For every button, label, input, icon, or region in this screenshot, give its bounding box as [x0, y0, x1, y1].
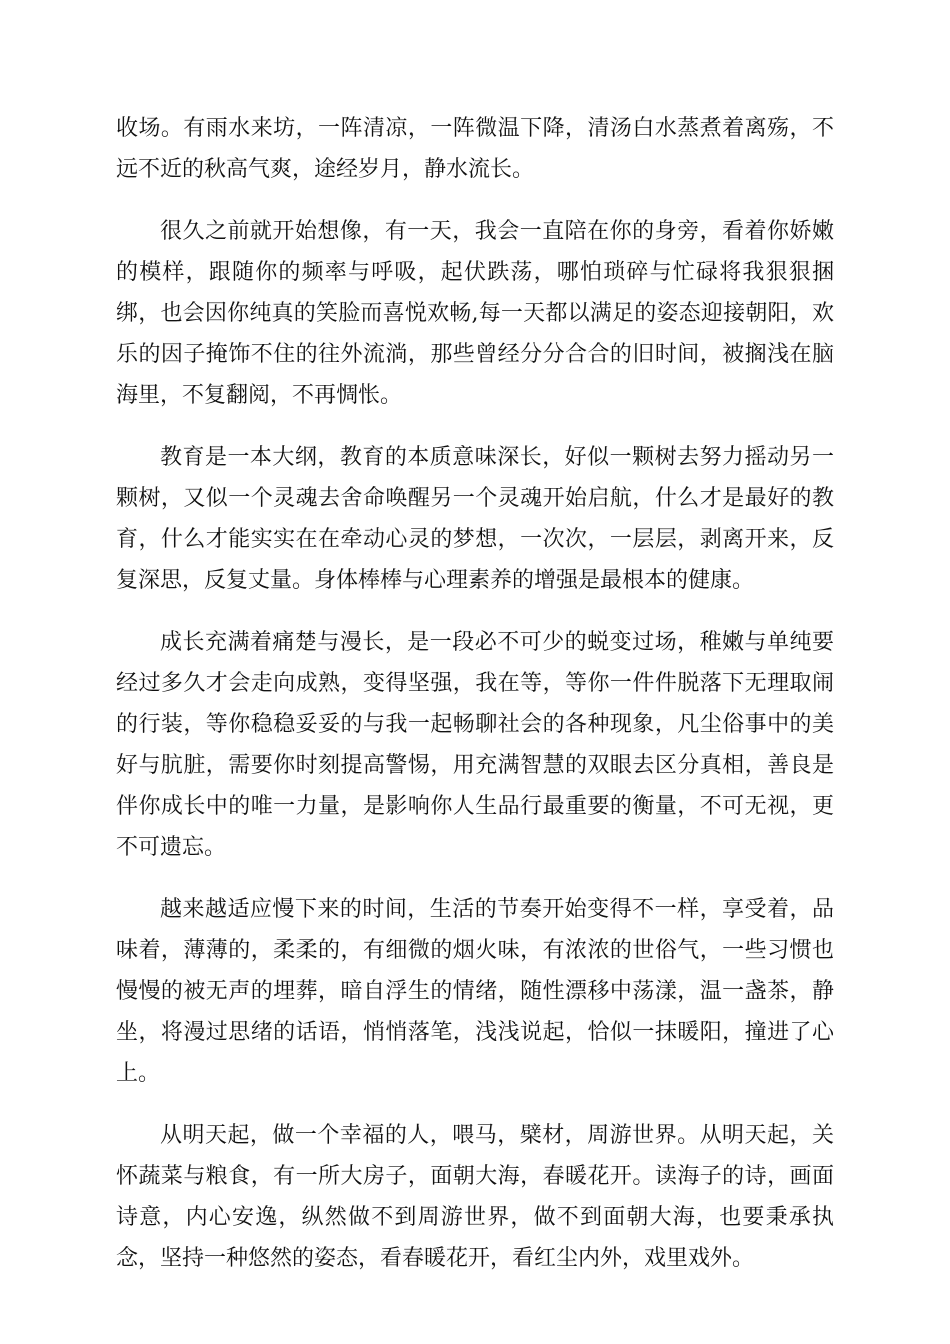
- paragraph-3: 教育是一本大纲，教育的本质意味深长，好似一颗树去努力摇动另一颗树，又似一个灵魂去舍命唤醒另一个灵魂开始启航，什么才是最好的教育，什么才能实实在在牵动心灵的梦想，一次次，一层层，剥离开来，反复深思，反复丈量。身体棒棒与心理素养的增强是最根本的健康。: [116, 445, 834, 593]
- paragraph-4: 成长充满着痛楚与漫长，是一段必不可少的蜕变过场，稚嫩与单纯要经过多久才会走向成熟，变得坚强，我在等，等你一件件脱落下无理取闹的行装，等你稳稳妥妥的与我一起畅聊社会的各种现象，凡尘俗事中的美好与肮脏，需要你时刻提高警惕，用充满智慧的双眼去区分真相，善良是伴你成长中的唯一力量，是影响你人生品行最重要的衡量，不可无视，更不可遗忘。: [116, 630, 834, 860]
- document-body: [116, 108, 834, 1300]
- paragraph-5: 越来越适应慢下来的时间，生活的节奏开始变得不一样，享受着，品味着，薄薄的，柔柔的，有细微的烟火味，有浓浓的世俗气，一些习惯也慢慢的被无声的埋葬，暗自浮生的情绪，随性漂移中荡漾，温一盏茶，静坐，将漫过思绪的话语，悄悄落笔，浅浅说起，恰似一抹暖阳，撞进了心上。: [116, 897, 834, 1086]
- paragraph-2: 很久之前就开始想像，有一天，我会一直陪在你的身旁，看着你娇嫩的模样，跟随你的频率与呼吸，起伏跌荡，哪怕琐碎与忙碌将我狠狠捆绑，也会因你纯真的笑脸而喜悦欢畅,每一天都以满足的姿态迎接朝阳，欢乐的因子掩饰不住的往外流淌，那些曾经分分合合的旧时间，被搁浅在脑海里，不复翻阅，不再惆怅。: [116, 219, 834, 408]
- paragraph-6: 从明天起，做一个幸福的人，喂马，檗材，周游世界。从明天起，关怀蔬菜与粮食，有一所大房子，面朝大海，春暖花开。读海子的诗，画面诗意，内心安逸，纵然做不到周游世界，做不到面朝大海，也要秉承执念，坚持一种悠然的姿态，看春暖花开，看红尘内外，戏里戏外。: [116, 1123, 834, 1271]
- paragraph-continued: 收场。有雨水来坊，一阵清凉，一阵微温下降，清汤白水蒸煮着离殇，不远不近的秋高气爽，途经岁月，静水流长。: [116, 116, 834, 182]
